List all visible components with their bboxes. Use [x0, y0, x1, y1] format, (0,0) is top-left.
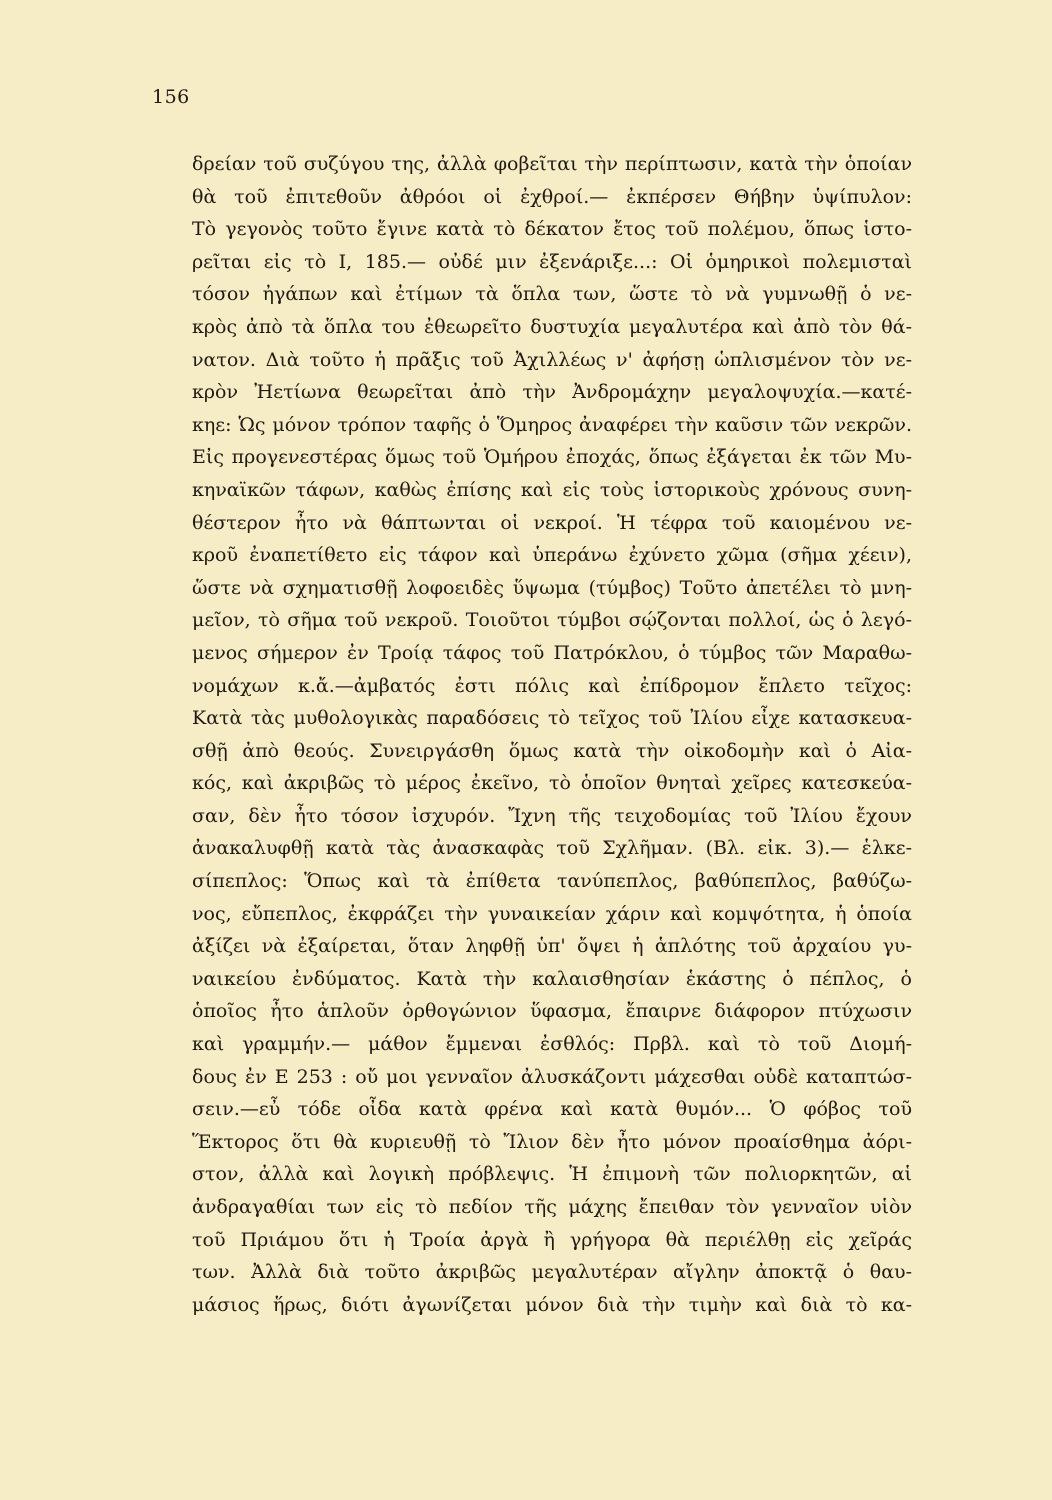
text-line: κροῦ ἐναπετίθετο εἰς τάφον καὶ ὑπεράνω ἐχύνετο χῶμα (σῆμα χέειν),: [192, 544, 912, 567]
text-line: ἀνδραγαθίαι των εἰς τὸ πεδίον τῆς μάχης ἔπειθαν τὸν γενναῖον υἱὸν: [192, 1196, 912, 1218]
text-line: νομάχων κ.ἄ.—ἀμβατός ἐστι πόλις καὶ ἐπίδρομον ἔπλετο τεῖχος:: [192, 674, 912, 697]
text-line: σίπεπλος: Ὅπως καὶ τὰ ἐπίθετα τανύπεπλος, βαθύπεπλος, βαθύζω-: [192, 870, 912, 893]
text-line: νος, εὔπεπλος, ἐκφράζει τὴν γυναικείαν χάριν καὶ κομψότητα, ἡ ὁποία: [192, 902, 912, 925]
text-line: δους ἐν Ε 253 : οὔ μοι γενναῖον ἀλυσκάζοντι μάχεσθαι οὐδὲ καταπτώσ-: [192, 1065, 912, 1088]
text-line: Κατὰ τὰς μυθολογικὰς παραδόσεις τὸ τεῖχος τοῦ Ἰλίου εἶχε κατασκευα-: [192, 707, 912, 730]
text-line: νατον. Διὰ τοῦτο ἡ πρᾶξις τοῦ Ἀχιλλέως ν' ἀφήσῃ ὡπλισμένον τὸν νε-: [192, 348, 912, 371]
text-line: σειν.—εὖ τόδε οἶδα κατὰ φρένα καὶ κατὰ θυμόν... Ὁ φόβος τοῦ: [192, 1098, 912, 1121]
text-line: ρεῖται εἰς τὸ Ι, 185.— οὐδέ μιν ἐξενάριξε...: Οἱ ὁμηρικοὶ πολεμισταὶ: [192, 250, 912, 273]
page-number: 156: [152, 86, 190, 108]
text-line: τόσον ἠγάπων καὶ ἐτίμων τὰ ὅπλα των, ὥστε τὸ νὰ γυμνωθῇ ὁ νε-: [192, 283, 912, 306]
text-line: τοῦ Πριάμου ὅτι ἡ Τροία ἀργὰ ἢ γρήγορα θὰ περιέλθῃ εἰς χεῖράς: [192, 1228, 912, 1251]
text-line: ὁποῖος ἦτο ἁπλοῦν ὀρθογώνιον ὕφασμα, ἔπαιρνε διάφορον πτύχωσιν: [192, 1000, 912, 1023]
text-line: κός, καὶ ἀκριβῶς τὸ μέρος ἐκεῖνο, τὸ ὁποῖον θνηταὶ χεῖρες κατεσκεύα-: [192, 772, 912, 795]
text-line: θέστερον ἦτο νὰ θάπτωνται οἱ νεκροί. Ἡ τέφρα τοῦ καιομένου νε-: [192, 511, 912, 534]
text-line: των. Ἀλλὰ διὰ τοῦτο ἀκριβῶς μεγαλυτέραν αἴγλην ἀποκτᾷ ὁ θαυ-: [192, 1261, 912, 1284]
text-line: ἀνακαλυφθῇ κατὰ τὰς ἀνασκαφὰς τοῦ Σχλῆμαν. (Βλ. εἰκ. 3).— ἑλκε-: [192, 837, 912, 860]
text-line: ὥστε νὰ σχηματισθῇ λοφοειδὲς ὕψωμα (τύμβος) Τοῦτο ἀπετέλει τὸ μνη-: [192, 576, 912, 599]
text-line: θὰ τοῦ ἐπιτεθοῦν ἀθρόοι οἱ ἐχθροί.— ἐκπέρσεν Θήβην ὑψίπυλον:: [192, 185, 912, 208]
text-line: Ἕκτορος ὅτι θὰ κυριευθῇ τὸ Ἴλιον δὲν ἦτο μόνον προαίσθημα ἀόρι-: [192, 1130, 912, 1153]
text-line: κηε: Ὡς μόνον τρόπον ταφῆς ὁ Ὅμηρος ἀναφέρει τὴν καῦσιν τῶν νεκρῶν.: [192, 413, 912, 436]
text-line: σθῇ ἀπὸ θεούς. Συνειργάσθη ὅμως κατὰ τὴν οἰκοδομὴν καὶ ὁ Αἰα-: [192, 739, 912, 762]
text-line: σαν, δὲν ἦτο τόσον ἰσχυρόν. Ἴχνη τῆς τειχοδομίας τοῦ Ἰλίου ἔχουν: [192, 804, 912, 827]
text-line: κρὸς ἀπὸ τὰ ὅπλα του ἐθεωρεῖτο δυστυχία μεγαλυτέρα καὶ ἀπὸ τὸν θά-: [192, 315, 912, 338]
text-line: ναικείου ἐνδύματος. Κατὰ τὴν καλαισθησίαν ἑκάστης ὁ πέπλος, ὁ: [192, 967, 912, 990]
text-line: ἀξίζει νὰ ἐξαίρεται, ὅταν ληφθῇ ὑπ' ὄψει ἡ ἁπλότης τοῦ ἀρχαίου γυ-: [192, 935, 912, 958]
commentary-text: [192, 148, 912, 1321]
text-line: δρείαν τοῦ συζύγου της, ἀλλὰ φοβεῖται τὴν περίπτωσιν, κατὰ τὴν ὁποίαν: [192, 153, 912, 175]
text-line: μενος σήμερον ἐν Τροίᾳ τάφος τοῦ Πατρόκλου, ὁ τύμβος τῶν Μαραθω-: [192, 641, 912, 664]
text-line: Εἰς προγενεστέρας ὅμως τοῦ Ὁμήρου ἐποχάς, ὅπως ἐξάγεται ἐκ τῶν Μυ-: [192, 446, 912, 469]
text-line: κηναϊκῶν τάφων, καθὼς ἐπίσης καὶ εἰς τοὺς ἱστορικοὺς χρόνους συνη-: [192, 478, 912, 501]
text-line: μεῖον, τὸ σῆμα τοῦ νεκροῦ. Τοιοῦτοι τύμβοι σῴζονται πολλοί, ὡς ὁ λεγό-: [192, 609, 912, 632]
text-line: μάσιος ἥρως, διότι ἀγωνίζεται μόνον διὰ τὴν τιμὴν καὶ διὰ τὸ κα-: [192, 1293, 912, 1316]
text-line: καὶ γραμμήν.— μάθον ἔμμεναι ἐσθλός: Πρβλ. καὶ τὸ τοῦ Διομή-: [192, 1033, 912, 1056]
text-line: κρὸν Ἠετίωνα θεωρεῖται ἀπὸ τὴν Ἀνδρομάχην μεγαλοψυχία.—κατέ-: [192, 381, 912, 404]
text-line: Τὸ γεγονὸς τοῦτο ἔγινε κατὰ τὸ δέκατον ἔτος τοῦ πολέμου, ὅπως ἱστο-: [192, 218, 912, 241]
text-line: στον, ἀλλὰ καὶ λογικὴ πρόβλεψις. Ἡ ἐπιμονὴ τῶν πολιορκητῶν, αἱ: [192, 1163, 912, 1186]
